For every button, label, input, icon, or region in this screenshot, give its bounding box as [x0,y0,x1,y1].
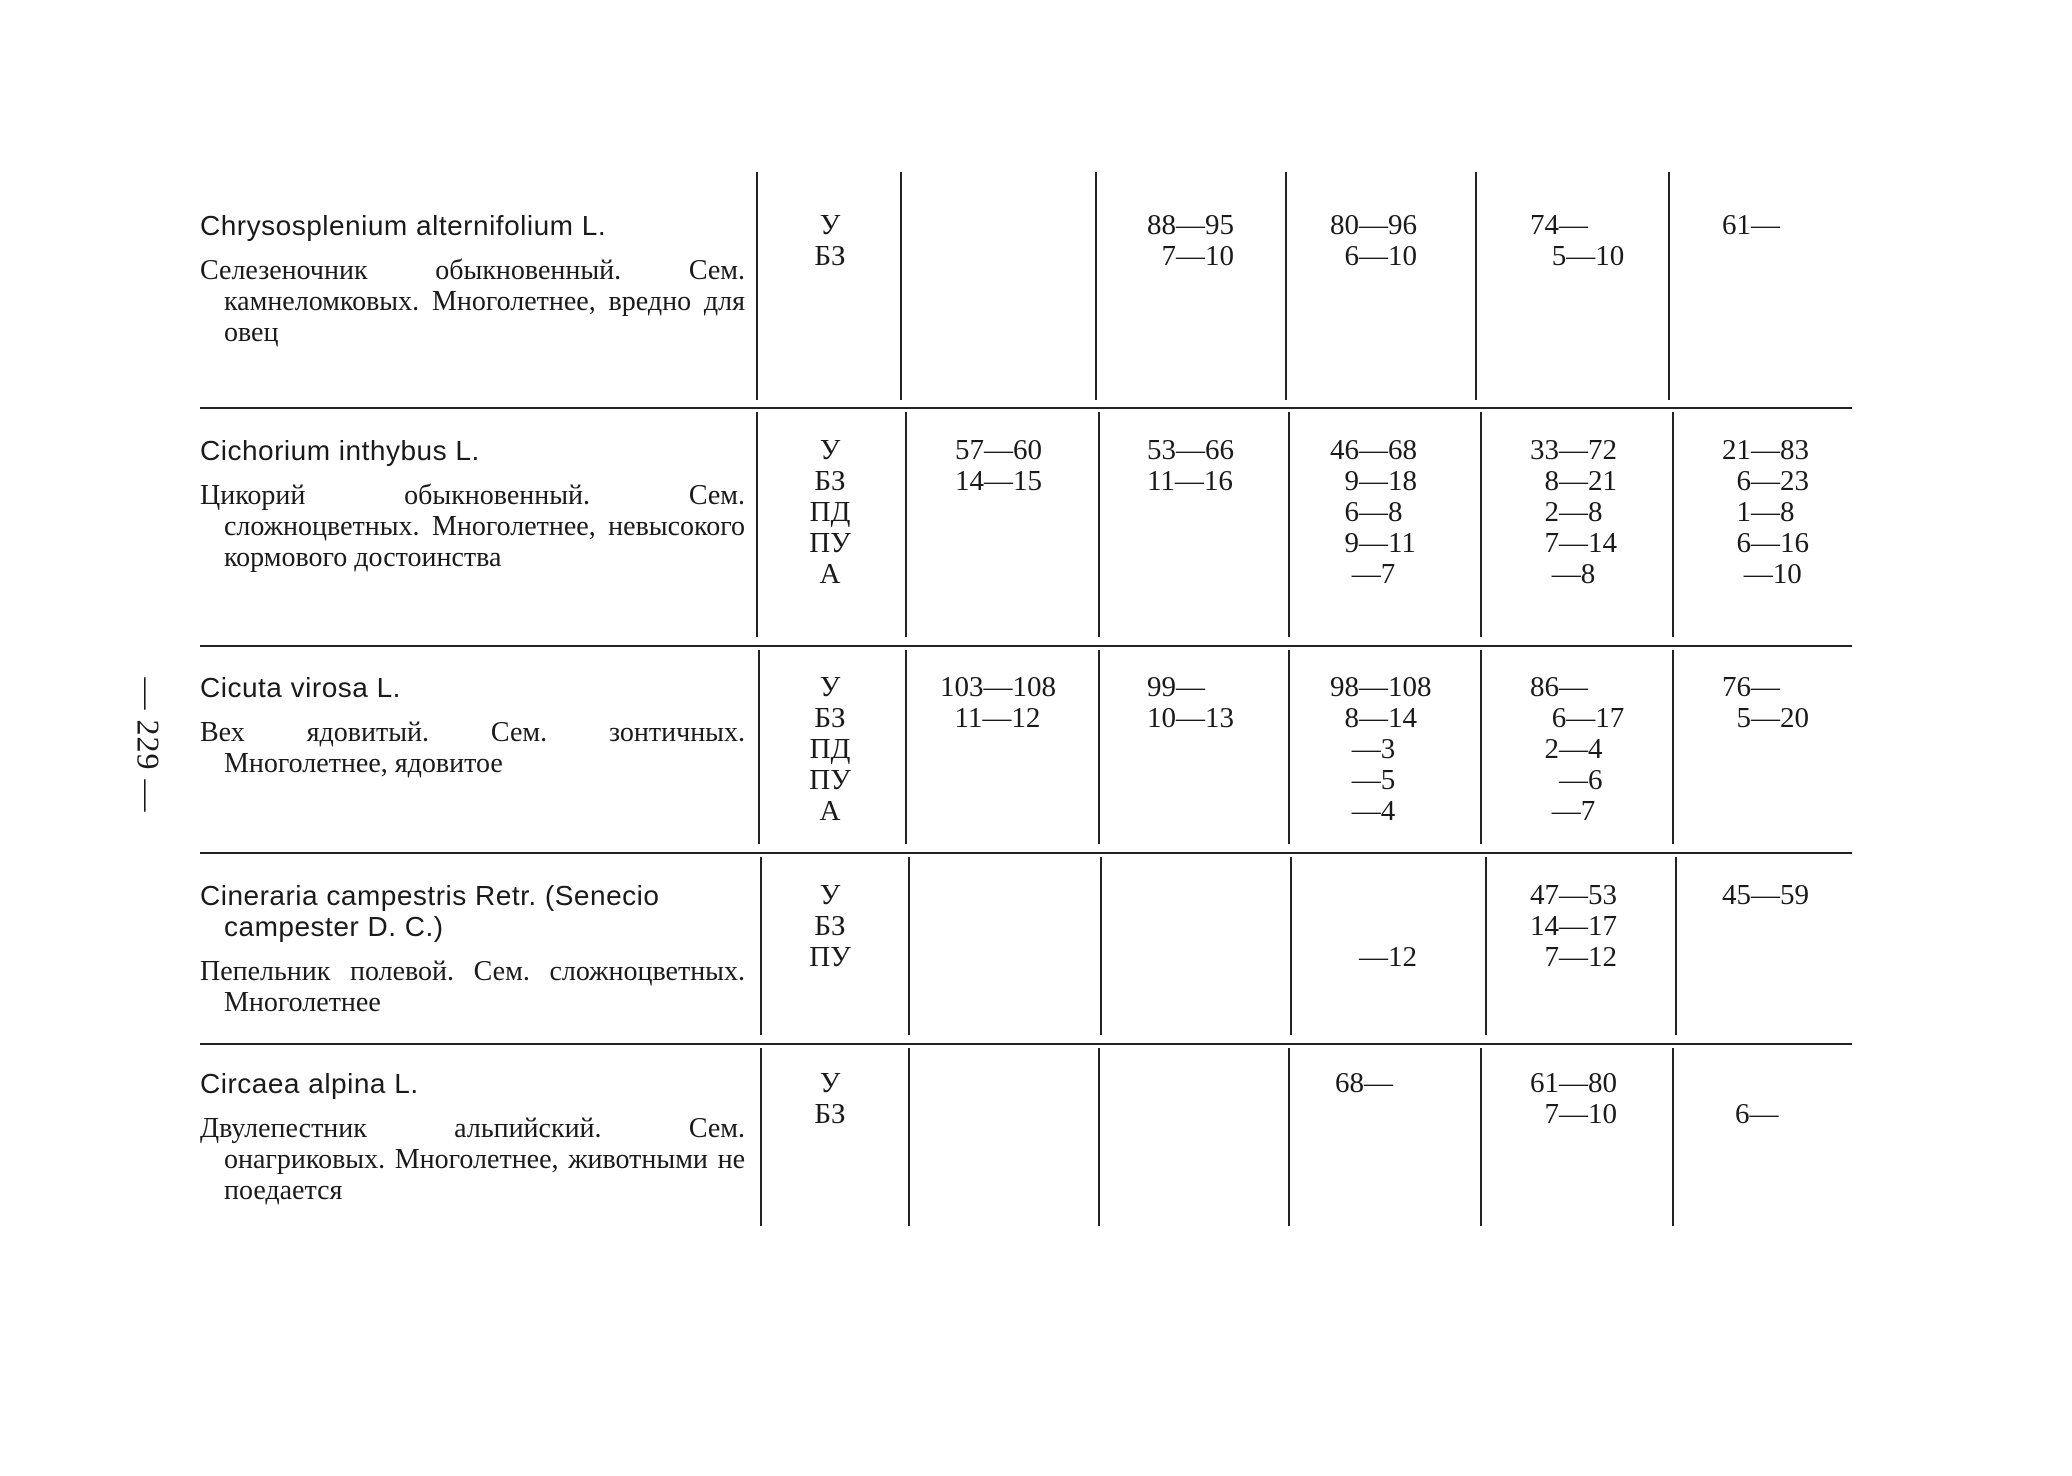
column-rule [1480,650,1482,844]
value-col-1: 57—60 14—15 [955,434,1042,497]
value-col-4: 33—72 8—21 2—8 7—14 —8 [1530,434,1617,590]
value-col-3: 80—96 6—10 [1330,209,1417,272]
row-divider [200,852,1852,854]
column-rule [1672,412,1674,637]
latin-name: Cichorium inthybus L. [200,435,480,466]
column-rule [905,650,907,844]
latin-name: Cineraria campestris Retr. (Senecio campester D. C.) [200,880,660,942]
value-col-5: 61— [1722,209,1780,241]
column-rule [1095,172,1097,400]
column-rule [1480,412,1482,637]
column-rule [1288,412,1290,637]
value-col-2: 88—95 7—10 [1147,209,1234,272]
column-rule [1098,412,1100,637]
value-col-3: 46—68 9—18 6—8 9—11 —7 [1330,434,1417,590]
column-rule [1290,857,1292,1035]
column-rule [1288,1048,1290,1226]
column-rule [1285,172,1287,400]
value-col-2: 99— 10—13 [1147,671,1234,734]
soil-codes: У БЗ ПД ПУ А [809,434,851,590]
soil-codes: У БЗ ПД ПУ А [809,671,851,827]
species-cell [200,435,745,573]
value-col-3: 68— [1335,1067,1393,1099]
latin-name: Circaea alpina L. [200,1068,419,1099]
column-rule [756,172,758,400]
value-col-1: 103—108 11—12 [940,671,1056,734]
species-cell [200,672,745,779]
column-rule [1475,172,1477,400]
row-divider [200,645,1852,647]
species-description: Двулепестник альпийский. Сем. онагриковых. Многолетнее, животными не поедается [200,1113,745,1206]
value-col-3: 98—108 8—14 —3 —5 —4 [1330,671,1432,827]
species-cell [200,880,745,1018]
value-col-4: 74— 5—10 [1530,209,1625,272]
column-rule [1098,650,1100,844]
column-rule [1480,1048,1482,1226]
species-cell [200,1068,745,1206]
species-description: Пепельник полевой. Сем. сложноцветных. Многолетнее [200,956,745,1018]
column-rule [1675,857,1677,1035]
column-rule [900,172,902,400]
column-rule [1672,1048,1674,1226]
value-col-5: 21—83 6—23 1—8 6—16 —10 [1722,434,1809,590]
species-cell [200,210,745,348]
column-rule [1098,1048,1100,1226]
value-col-2: 53—66 11—16 [1147,434,1234,497]
value-col-4: 61—80 7—10 [1530,1067,1617,1130]
column-rule [1485,857,1487,1035]
value-col-5: 45—59 [1722,879,1809,911]
value-col-4: 47—53 14—17 7—12 [1530,879,1617,973]
row-divider [200,407,1852,409]
column-rule [908,1048,910,1226]
column-rule [1672,650,1674,844]
column-rule [1100,857,1102,1035]
value-col-4: 86— 6—17 2—4 —6 —7 [1530,671,1625,827]
column-rule [758,650,760,844]
column-rule [756,412,758,637]
species-description: Вех ядовитый. Сем. зонтичных. Многолетнее, ядовитое [200,717,745,779]
value-col-5: 6— [1735,1098,1779,1130]
species-description: Цикорий обыкновенный. Сем. сложноцветных. Многолетнее, невысокого кормового достоинства [200,480,745,573]
species-description: Селезеночник обыкновенный. Сем. камнеломковых. Многолетнее, вредно для овец [200,255,745,348]
soil-codes: У БЗ ПУ [809,879,851,973]
value-col-3: —12 [1359,941,1417,973]
latin-name: Cicuta virosa L. [200,672,401,703]
column-rule [760,1048,762,1226]
soil-codes: У БЗ [814,1067,846,1130]
column-rule [905,412,907,637]
latin-name: Chrysosplenium alternifolium L. [200,210,607,241]
column-rule [908,857,910,1035]
column-rule [1668,172,1670,400]
soil-codes: У БЗ [814,209,846,272]
column-rule [760,857,762,1035]
column-rule [1288,650,1290,844]
value-col-5: 76— 5—20 [1722,671,1809,734]
row-divider [200,1043,1852,1045]
page-number: — 229 — [130,677,167,813]
